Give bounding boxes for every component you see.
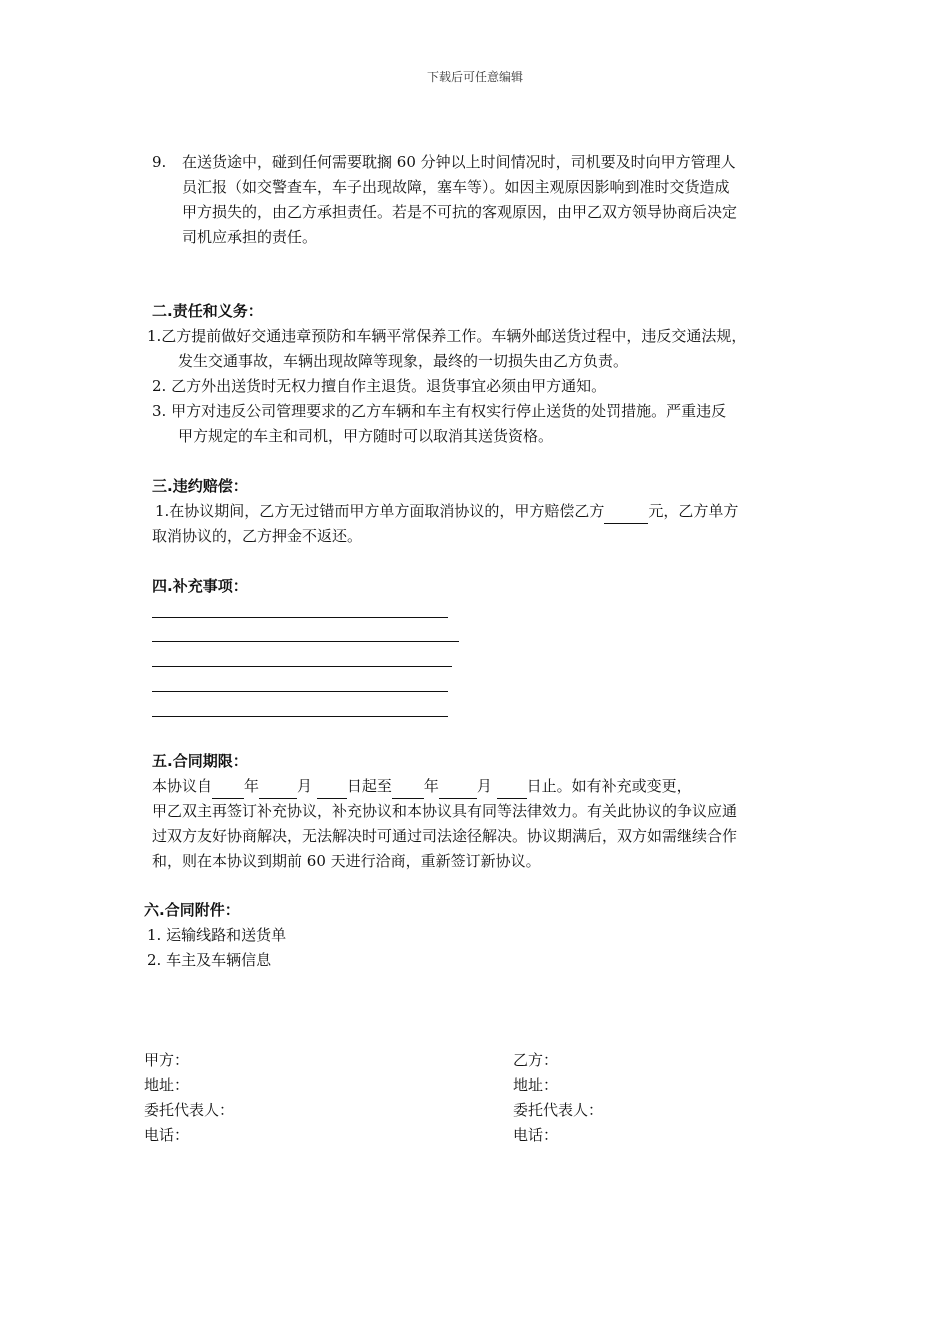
section-5-line [152,774,692,799]
supplement-blank-line[interactable] [152,691,448,692]
section-3-title: 三.违约赔偿： [152,477,248,495]
clause-9-number: 9. [152,153,167,171]
attachment-item: 1. 运输线路和送货单 [147,926,287,944]
section-5-line: 过双方友好协商解决，无法解决时可通过司法途径解决。协议期满后，双方如需继续合作 [152,827,738,845]
section-5-text: 本协议自 [152,777,213,795]
start-day-blank[interactable] [317,774,347,799]
party-b-representative-label: 委托代表人： [513,1101,604,1119]
party-a-representative-label: 委托代表人： [144,1101,235,1119]
section-2-line: 发生交通事故，车辆出现故障等现象，最终的一切损失由乙方负责。 [178,352,629,370]
clause-9-line: 员汇报（如交警查车，车子出现故障，塞车等）。如因主观原因影响到准时交货造成 [182,178,730,196]
section-2-line: 3. 甲方对违反公司管理要求的乙方车辆和车主有权实行停止送货的处罚措施。严重违反 [152,402,727,420]
attachment-item: 2. 车主及车辆信息 [147,951,272,969]
party-a-address-label: 地址： [144,1076,190,1094]
section-5-text: 月 [297,777,313,795]
party-a-label: 甲方： [144,1051,190,1069]
section-2-line: 甲方规定的车主和司机，甲方随时可以取消其送货资格。 [178,427,554,445]
start-month-blank[interactable] [259,774,297,799]
section-3-line-text: 元，乙方单方 [648,502,739,520]
supplement-blank-line[interactable] [152,716,448,717]
section-4-title: 四.补充事项： [152,577,248,595]
section-3-line [155,499,738,524]
start-year-blank[interactable] [212,774,244,799]
section-3-line-text: 1.在协议期间，乙方无过错而甲方单方面取消协议的，甲方赔偿乙方 [155,502,605,520]
page-header: 下载后可任意编辑 [426,70,523,84]
party-b-phone-label: 电话： [513,1126,559,1144]
clause-9-line: 司机应承担的责任。 [182,228,318,246]
section-2-line: 1.乙方提前做好交通违章预防和车辆平常保养工作。车辆外邮送货过程中，违反交通法规， [147,327,747,345]
party-b-address-label: 地址： [513,1076,559,1094]
section-5-text: 月 [476,777,492,795]
clause-9-line: 在送货途中，碰到任何需要耽搁 60 分钟以上时间情况时，司机要及时向甲方管理人 [182,153,736,171]
section-5-line: 和，则在本协议到期前 60 天进行洽商，重新签订新协议。 [152,852,541,870]
clause-9-line: 甲方损失的，由乙方承担责任。若是不可抗的客观原因，由甲乙双方领导协商后决定 [182,203,738,221]
section-5-text: 年 [244,777,260,795]
section-5-text: 年 [423,777,439,795]
end-month-blank[interactable] [439,774,477,799]
section-5-title: 五.合同期限： [152,752,248,770]
end-day-blank[interactable] [497,774,527,799]
section-5-line: 甲乙双主再签订补充协议，补充协议和本协议具有同等法律效力。有关此协议的争议应通 [152,802,738,820]
section-5-text: 日止。如有补充或变更， [526,777,692,795]
section-6-title: 六.合同附件： [144,901,240,919]
section-5-text: 日起至 [346,777,392,795]
supplement-blank-line[interactable] [152,666,452,667]
supplement-blank-line[interactable] [152,617,448,618]
amount-blank[interactable] [604,499,648,524]
party-b-label: 乙方： [513,1051,559,1069]
party-a-phone-label: 电话： [144,1126,190,1144]
section-2-title: 二.责任和义务： [152,302,263,320]
supplement-blank-line[interactable] [152,641,459,642]
section-2-line: 2. 乙方外出送货时无权力擅自作主退货。退货事宜必须由甲方通知。 [152,377,607,395]
end-year-blank[interactable] [392,774,424,799]
section-3-line: 取消协议的，乙方押金不返还。 [152,527,363,545]
